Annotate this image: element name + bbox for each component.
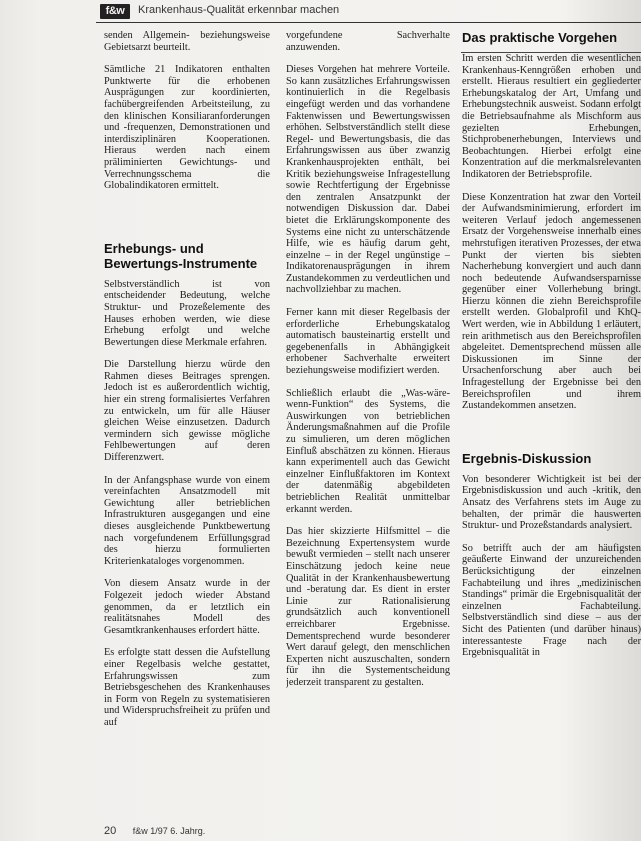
page-footer [104,825,205,837]
running-title: Krankenhaus-Qualität erkennbar machen [138,4,340,16]
journal-logo: f&w [100,4,130,19]
issue-info: f&w 1/97 6. Jahrg. [132,826,206,836]
paragraph: Das hier skizzierte Hilfsmittel – die Bezeichnung Expertensystem wurde bewußt vermieden – stellt nach unserer Einschätzung jedoch keine neue Qualität in der Krankenhausbewertung und -beratung dar. Es dient in erster Linie zur Rationalisierung grundsätzlich auch konventionell erreichbarer Ergebnisse. Dementsprechend wurde besonderer Wert darauf gelegt, den menschlichen Experten nicht auszuschalten, sondern für ihn die Systementscheidung jederzeit transparent zu gestalten. [286,526,450,688]
paragraph: Die Darstellung hierzu würde den Rahmen dieses Beitrages sprengen. Jedoch ist es außerordentlich wichtig, hier ein streng formalisiertes Verfahren zu entwickeln, um für alle Häuser gleichen Weise einzusetzen. Dadurch vermindern sich gewisse mögliche Fehlbewertungen auf deren Differenzwert. [104,359,270,464]
text-column-1 [104,30,270,820]
running-header [96,0,641,23]
paragraph: vorgefundene Sachverhalte anzuwenden. [286,30,450,53]
paragraph: Im ersten Schritt werden die wesentlichen Krankenhaus-Kenngrößen erhoben und erstellt. Hieraus resultiert ein gegliederter Erhebungskatalog der Art, Umfang und Erhebungstechnik ausweist. Sodann erfolgt die Betriebsaufnahme als Mischform aus gezielten Erhebungen, Stichprobenerhebungen, Interviews und Beobachtungen. Hierbei erfolgt eine Konzentration auf die merkmalsrelevanten Indikatoren der Betriebsprofile. [462,53,641,180]
section-heading-ergebnis-diskussion: Ergebnis-Diskussion [462,450,592,466]
paragraph: Es erfolgte statt dessen die Aufstellung einer Regelbasis welche gestattet, Erfahrungswissen zum Betriebsgeschehen des Krankenhauses in Form von Regeln zu systematisieren und Widerspruchsfreiheit zu prüfen und auf [104,647,270,728]
section-heading-praktisches-vorgehen: Das praktische Vorgehen [462,30,618,45]
paragraph: Von diesem Ansatz wurde in der Folgezeit jedoch wieder Abstand genommen, da er letztlich ein realitätsnahes Modell des Gesamtkrankenhauses erfordert hätte. [104,578,270,636]
paragraph: senden Allgemein- beziehungsweise Gebietsarzt beurteilt. [104,30,270,53]
paragraph: Schließlich erlaubt die „Was-wäre-wenn-Funktion“ des Systems, die Auswirkungen von betrieblichen Änderungsmaßnahmen auf die Profile zu simulieren, um deren möglichen Einfluß abschätzen zu können. Hieraus kann experimentell auch das Gewicht einzelner Einflußfaktoren im Kontext der datenmäßig abgebildeten betrieblichen Realität unmittelbar erkannt werden. [286,387,450,515]
text-column-3 [462,30,641,820]
text-column-2 [286,30,450,820]
paragraph: Selbstverständlich ist von entscheidender Bedeutung, welche Struktur- und Prozeßelemente des Hauses erhoben werden, wie diese Erhebung erfolgt und welche Bewertungen diese Merkmale erfahren. [104,278,270,348]
paragraph: Dieses Vorgehen hat mehrere Vorteile. So kann zusätzliches Erfahrungswissen kontinuierlich in die Regelbasis eingefügt werden und das vorhandene Faktenwissen und Bewertungswissen erhöhen. Selbstverständlich stellt diese Regel- und Bewertungsbasis, die das Erfahrungswissen aus über zwanzig Krankenhausprojekten enthält, bei Kritik beziehungsweise Infragestellung sowie Rechtfertigung der Ergebnisse den zentralen Ansatzpunkt der notwendigen Diskussion dar. Dabei bietet die Erklärungskomponente des Systems eine nicht zu unterschätzende Hilfe, wie es häufig darum geht, einzelne – in der Regel ungünstige – Indikatorenausprägungen in ihrem Zustandekommen zu verdeutlichen und nachvollziehbar zu machen. [286,64,450,296]
paragraph: Ferner kann mit dieser Regelbasis der erforderliche Erhebungskatalog automatisch bausteinartig erstellt und gegebenenfalls in Abhängigkeit erhobener Sachverhalte erweitert beziehungsweise modifiziert werden. [286,307,450,377]
paragraph: So betrifft auch der am häufigsten geäußerte Einwand der unzureichenden Berücksichtigung der einzelnen Fachabteilung und ihres „medizinischen Standings“ primär die Ergebnisqualität der einzelnen Fachabteilung. Selbstverständlich sind diese – aus der Sicht des Patienten (und darüber hinaus) interessanteste Frage nach der Ergebnisqualität in [462,542,641,659]
paragraph: Diese Konzentration hat zwar den Vorteil der Aufwandsminimierung, erfordert im weiteren Verlauf jedoch angemessenen Ersatz der Vorgehensweise innerhalb eines mehrstufigen iterativen Prozesses, der etwa Punkt der vierten bis siebten Nacherhebung konvergiert und auch dann noch bedeutende Aufwandsersparnisse gegenüber einer Vollerhebung bringt. Hierzu können die ziehn Bereichsprofile erstellt werden. Globalprofil und KhQ-Wert werden, wie in Abbildung 1 erläutert, rein arithmetisch aus den Bereichsprofilen abgeleitet. Dementsprechend müssen alle Diskussionen im Sinne der Ursachenforschung aber auch bei Infragestellung der Ergebnisse bei den Bereichsprofilen und ihrem Zustandekommen ansetzen. [462,191,641,412]
paragraph: Von besonderer Wichtigkeit ist bei der Ergebnisdiskussion und auch -kritik, den Ansatz des Verfahrens stets im Auge zu behalten, der primär die hauswerten Struktur- und Prozeßstandards analysiert. [462,473,641,532]
page-number: 20 [104,825,117,837]
paragraph: In der Anfangsphase wurde von einem vereinfachten Ansatzmodell mit Gewichtung aller betrieblichen Infrastrukturen ausgegangen und eine dieses ausgleichende Punktbewertung nach vorgefundenem Erfüllungsgrad des hierzu formulierten Kriterienkataloges vorgenommen. [104,474,270,567]
section-heading-erhebungs-instrumente: Erhebungs- und Bewertungs-Instrumente [104,240,258,271]
paragraph: Sämtliche 21 Indikatoren enthalten Punktwerte für die erhobenen Ausprägungen zur koordinierten, fachübergreifenden Arbeitsteilung, zu den klinischen Konsiliaranforderungen und -frequenzen, Demonstrationen und interdisziplinären Kooperationen. Hieraus werden nach einem präliminierten Gewichtungs- und Verrechnungsschema die Globalindikatoren ermittelt. [104,64,270,192]
